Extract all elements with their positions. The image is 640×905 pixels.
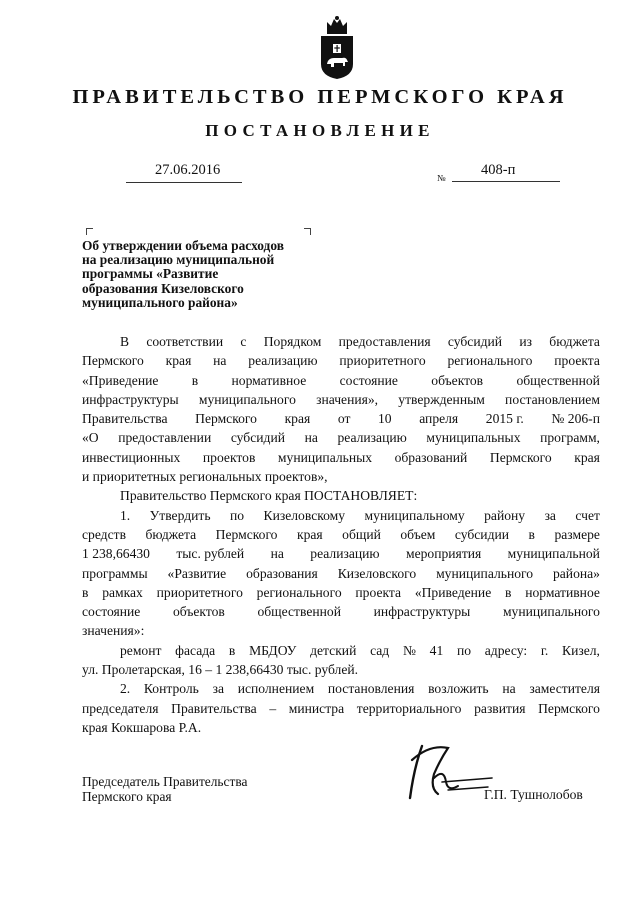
body-word: в [505, 584, 512, 600]
body-word: края [284, 411, 311, 427]
body-word: муниципального [436, 565, 534, 581]
subject-line: муниципального района» [82, 294, 238, 310]
body-word: инфраструктуры [82, 391, 179, 407]
number-sign: № [437, 173, 446, 183]
body-word: заместителя [529, 681, 600, 697]
body-word: Кизеловского [337, 565, 417, 581]
signer-position-line: Пермского края [82, 789, 172, 804]
body-word: счет [575, 507, 600, 523]
body-word: возложить [428, 681, 489, 697]
body-line [82, 564, 600, 583]
body-word: состояние [82, 604, 141, 620]
body-word: от [337, 411, 351, 427]
subject-corner-right [304, 228, 311, 235]
body-word: средств [82, 526, 126, 542]
body-word: муниципальному [364, 507, 465, 523]
body-line [82, 699, 600, 718]
body-line [82, 544, 600, 563]
body-word: состояние [339, 372, 398, 388]
body-word: по [456, 642, 472, 658]
signer-name: Г.П. Тушнолобов [484, 787, 583, 802]
body-word: в [228, 642, 236, 658]
body-word: «Приведение [414, 584, 492, 600]
body-word: 1 238,66430 [82, 546, 150, 562]
body-word: рамках [102, 584, 143, 600]
body-word: Пермского [82, 353, 144, 369]
body-word: предоставлении [118, 430, 212, 446]
body-word: бюджета [549, 334, 600, 349]
body-word: В [120, 334, 130, 349]
body-word: из [519, 334, 533, 349]
subject-heading [82, 239, 322, 310]
body-word: и приоритетных региональных проектов», [82, 469, 328, 485]
body-word: значения», [316, 391, 379, 407]
body-word: реализацию [337, 430, 407, 446]
body-word: регионального [447, 353, 533, 369]
body-word: г. [540, 642, 549, 658]
body-word: проекта [355, 584, 402, 600]
body-word: программ, [540, 430, 600, 446]
body-word: ремонт [120, 642, 162, 658]
body-word: тыс. рублей [176, 546, 245, 562]
body-word: объектов [172, 604, 225, 620]
body-line [82, 351, 600, 370]
body-word: Кизеловскому [263, 507, 346, 523]
document-number: 408-п [481, 162, 516, 178]
body-line [82, 448, 600, 467]
body-word: объектов [431, 372, 484, 388]
body-word: муниципальных [277, 449, 373, 465]
body-word: края [165, 353, 192, 369]
body-word: Порядком [263, 334, 322, 349]
body-word: края Кокшарова Р.А. [82, 719, 202, 735]
subject-line: образования Кизеловского [82, 280, 244, 296]
body-line [82, 409, 600, 428]
body-word: общественной [257, 604, 341, 620]
body-word: 41 [429, 642, 444, 658]
date-underline [126, 182, 242, 183]
body-word: инфраструктуры [373, 604, 471, 620]
body-word: – [269, 700, 277, 716]
body-word: приоритетного [339, 353, 426, 369]
body-word: на [270, 546, 284, 562]
body-word: ул. Пролетарская, 16 – 1 238,66430 тыс. рублей. [82, 662, 359, 678]
body-word: субсидий [230, 430, 285, 446]
body-word: утвержденным [398, 391, 485, 407]
body-line [82, 718, 600, 737]
body-word: на [213, 353, 227, 369]
body-line [82, 486, 600, 505]
body-word: апреля [419, 411, 459, 427]
body-word: муниципальной [507, 546, 600, 562]
body-word: 2. [120, 681, 131, 697]
body-word: постановления [327, 681, 415, 697]
body-word: общественной [516, 372, 600, 388]
body-word: Пермского [489, 449, 552, 465]
decree-body [82, 332, 600, 737]
body-word: в [82, 584, 89, 600]
body-word: адресу: [484, 642, 528, 658]
body-word: соответствии [146, 334, 224, 349]
body-word: Правительство Пермского края ПОСТАНОВЛЯЕТ: [120, 488, 418, 504]
body-word: объем [400, 526, 436, 542]
body-line [82, 679, 600, 698]
body-word: «Развитие [167, 565, 227, 581]
body-word: за [544, 507, 556, 523]
body-word: развития [474, 700, 526, 716]
body-line [82, 602, 600, 621]
body-word: муниципального [198, 391, 296, 407]
body-word: образований [394, 449, 468, 465]
body-line [82, 583, 600, 602]
body-word: в [191, 372, 199, 388]
body-line [82, 390, 600, 409]
body-line [82, 525, 600, 544]
body-word: № 206-п [551, 411, 600, 427]
body-word: 1. [120, 507, 131, 523]
body-word: приоритетного [156, 584, 243, 600]
body-word: за [212, 681, 224, 697]
body-word: на [502, 681, 516, 697]
body-word: Пермского [195, 411, 257, 427]
body-word: проекта [554, 353, 600, 369]
document-type-title: ПОСТАНОВЛЕНИЕ [205, 121, 435, 140]
subject-corner-left [86, 228, 93, 235]
subject-line: Об утверждении объема расходов [82, 238, 284, 253]
body-word: постановлением [505, 391, 600, 407]
body-word: детский [310, 642, 357, 658]
body-word: с [240, 334, 247, 349]
body-word: Контроль [143, 681, 199, 697]
body-word: «Приведение [82, 372, 159, 388]
body-word: территориального [356, 700, 462, 716]
body-word: нормативное [231, 372, 307, 388]
body-line [82, 621, 600, 640]
body-word: муниципальных [426, 430, 521, 446]
signer-position-line: Председатель Правительства [82, 774, 248, 789]
body-word: фасада [175, 642, 216, 658]
body-word: программы [82, 565, 148, 581]
signer-position [82, 774, 247, 804]
body-word: сад [370, 642, 390, 658]
body-word: Кизел, [562, 642, 600, 658]
body-word: Правительства [171, 700, 257, 716]
body-word: в [528, 526, 535, 542]
body-word: значения»: [82, 623, 145, 639]
body-line [82, 371, 600, 390]
body-word: края [296, 526, 323, 542]
body-word: району [484, 507, 526, 523]
document-date: 27.06.2016 [155, 162, 221, 178]
body-word: Правительства [82, 411, 168, 427]
subject-line: на реализацию муниципальной [82, 252, 275, 268]
body-word: Утвердить [149, 507, 211, 523]
body-word: бюджета [145, 526, 197, 542]
body-word: района» [552, 565, 600, 581]
body-word: по [230, 507, 245, 523]
body-word: на [304, 430, 318, 446]
body-word: реализацию [248, 353, 318, 369]
body-word: субсидий [447, 334, 503, 349]
government-title: ПРАВИТЕЛЬСТВО ПЕРМСКОГО КРАЯ [72, 86, 568, 108]
body-word: исполнением [237, 681, 315, 697]
body-word: нормативное [525, 584, 600, 600]
perm-krai-emblem [318, 14, 356, 80]
body-line [82, 428, 600, 447]
subject-line: программы «Развитие [82, 266, 219, 282]
body-word: № [402, 642, 416, 658]
body-word: «О [82, 430, 99, 446]
body-word: общий [342, 526, 381, 542]
body-line [82, 660, 600, 679]
body-word: края [574, 449, 600, 465]
body-word: 2015 г. [485, 411, 524, 427]
body-word: мероприятия [405, 546, 482, 562]
handwritten-signature [400, 738, 496, 804]
body-word: реализацию [310, 546, 380, 562]
body-line [82, 467, 600, 486]
body-word: министра [288, 700, 345, 716]
body-word: образования [246, 565, 318, 581]
body-word: 10 [378, 411, 392, 427]
body-word: предоставления [338, 334, 431, 349]
body-word: регионального [256, 584, 342, 600]
body-word: муниципального [502, 604, 600, 620]
body-line [82, 332, 600, 351]
body-word: Пермского [538, 700, 600, 716]
number-underline [452, 181, 560, 182]
body-line [82, 641, 600, 660]
body-line [82, 506, 600, 525]
body-word: проектов [202, 449, 256, 465]
body-word: председателя [82, 700, 159, 716]
body-word: субсидии [454, 526, 510, 542]
body-word: инвестиционных [82, 449, 181, 465]
body-word: размере [554, 526, 600, 542]
body-word: МБДОУ [249, 642, 297, 658]
body-word: Пермского [215, 526, 278, 542]
